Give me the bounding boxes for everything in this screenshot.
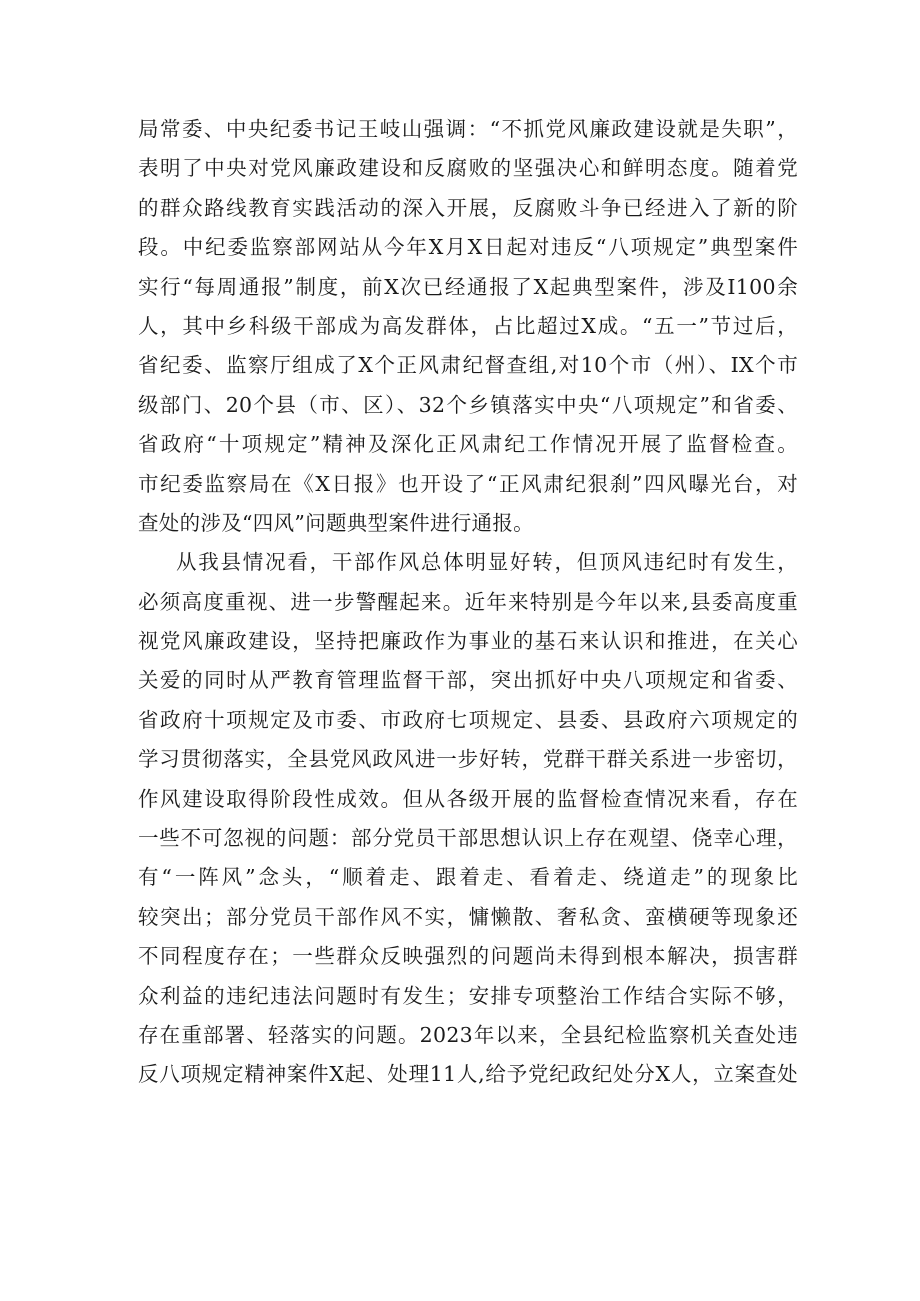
paragraph-line: 省政府十项规定及市委、市政府七项规定、县委、县政府六项规定的 xyxy=(138,707,798,732)
paragraph-line: 人，其中乡科级干部成为高发群体，占比超过X成。“五一”节过后， xyxy=(138,313,798,338)
paragraph-line: 表明了中央对党风廉政建设和反腐败的坚强决心和鲜明态度。随着党 xyxy=(138,156,798,181)
paragraph-line: 段。中纪委监察部网站从今年X月X日起对违反“八项规定”典型案件 xyxy=(138,235,798,260)
paragraph-line: 级部门、20个县（市、区）、32个乡镇落实中央“八项规定”和省委、 xyxy=(138,392,798,417)
paragraph-line: 反八项规定精神案件X起、处理11人,给予党纪政纪处分X人，立案查处 xyxy=(138,1062,798,1087)
paragraph-line: 不同程度存在；一些群众反映强烈的问题尚未得到根本解决，损害群 xyxy=(138,944,798,969)
paragraph-2 xyxy=(138,543,798,1094)
paragraph-line: 的群众路线教育实践活动的深入开展，反腐败斗争已经进入了新的阶 xyxy=(138,195,798,220)
paragraph-line: 市纪委监察局在《X日报》也开设了“正风肃纪狠刹”四风曝光台，对 xyxy=(138,471,798,496)
paragraph-line: 省纪委、监察厅组成了X个正风肃纪督查组,对10个市（州）、IX个市 xyxy=(138,353,798,378)
paragraph-line: 查处的涉及“四风”问题典型案件进行通报。 xyxy=(138,510,534,535)
paragraph-line: 有“一阵风”念头，“顺着走、跟着走、看着走、绕道走”的现象比 xyxy=(138,865,798,890)
paragraph-line: 作风建设取得阶段性成效。但从各级开展的监督检查情况来看，存在 xyxy=(138,786,798,811)
paragraph-line: 从我县情况看，干部作风总体明显好转，但顶风违纪时有发生， xyxy=(176,550,798,575)
paragraph-line: 关爱的同时从严教育管理监督干部，突出抓好中央八项规定和省委、 xyxy=(138,668,798,693)
document-body xyxy=(138,110,798,1095)
paragraph-line: 较突出；部分党员干部作风不实，慵懒散、奢私贪、蛮横硬等现象还 xyxy=(138,904,798,929)
paragraph-line: 学习贯彻落实，全县党风政风进一步好转，党群干群关系进一步密切， xyxy=(138,747,798,772)
paragraph-line: 实行“每周通报”制度，前X次已经通报了X起典型案件，涉及I100余 xyxy=(138,274,798,299)
paragraph-1 xyxy=(138,110,798,543)
paragraph-line: 存在重部署、轻落实的问题。2023年以来，全县纪检监察机关查处违 xyxy=(138,1022,798,1047)
paragraph-line: 一些不可忽视的问题：部分党员干部思想认识上存在观望、侥幸心理， xyxy=(138,826,798,851)
paragraph-line: 局常委、中央纪委书记王岐山强调：“不抓党风廉政建设就是失职”， xyxy=(138,117,798,141)
paragraph-line: 视党风廉政建设，坚持把廉政作为事业的基石来认识和推进，在关心 xyxy=(138,629,798,654)
paragraph-line: 众利益的违纪违法问题时有发生；安排专项整治工作结合实际不够， xyxy=(138,983,798,1008)
paragraph-line: 省政府“十项规定”精神及深化正风肃纪工作情况开展了监督检查。 xyxy=(138,432,798,457)
paragraph-line: 必须高度重视、进一步警醒起来。近年来特别是今年以来,县委高度重 xyxy=(138,589,798,614)
